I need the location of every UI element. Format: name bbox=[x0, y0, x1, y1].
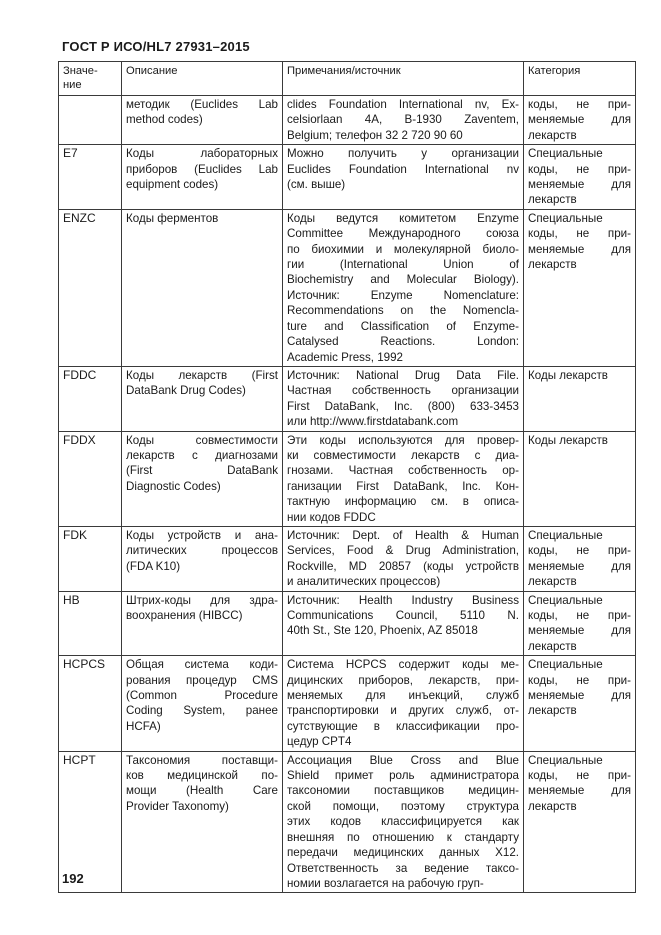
code-value-cell: FDK bbox=[59, 526, 122, 591]
cell-text-line: этих кодов классифицируется как bbox=[287, 815, 519, 829]
cell-text-line: Diagnostic Codes) bbox=[126, 479, 221, 493]
cell-text-line: коды, не при- bbox=[528, 227, 631, 241]
cell-text-line: нии кодов FDDC bbox=[287, 510, 376, 524]
cell-text-line: таксономии поставщиков медицин- bbox=[287, 784, 519, 798]
cell-text-line: Специальные bbox=[528, 147, 603, 161]
code-value-cell: HCPT bbox=[59, 751, 122, 893]
cell-text-line: лекарств bbox=[528, 128, 577, 142]
cell-text-line: HCFA) bbox=[126, 719, 161, 733]
cell-text-line: Committee Международного союза bbox=[287, 227, 519, 241]
code-value-cell: ENZC bbox=[59, 209, 122, 366]
column-header-line: Примечания/источник bbox=[287, 65, 401, 77]
cell-text-line: Эти коды используются для провер- bbox=[287, 433, 519, 447]
cell-text-line: и аналитических процессов) bbox=[287, 575, 441, 589]
code-value-cell bbox=[59, 96, 122, 145]
notes-source-cell bbox=[283, 751, 524, 893]
notes-source-cell bbox=[283, 591, 524, 656]
cell-text-line: лекарств bbox=[528, 704, 577, 718]
cell-text-line: меняемые для bbox=[528, 559, 631, 573]
cell-text-line: DataBank Drug Codes) bbox=[126, 384, 246, 398]
cell-text-line: Coding System, ранее bbox=[126, 704, 278, 718]
cell-text-line: Источник: Health Industry Business bbox=[287, 593, 519, 607]
description-cell bbox=[122, 591, 283, 656]
table-row bbox=[59, 96, 636, 145]
cell-text-line: лекарств bbox=[528, 575, 577, 589]
cell-text-line: цедур CPT4 bbox=[287, 735, 352, 749]
code-value-cell: FDDX bbox=[59, 431, 122, 526]
cell-text-line: clides Foundation International nv, Ex- bbox=[287, 98, 519, 111]
cell-text-line: Belgium; телефон 32 2 720 90 60 bbox=[287, 128, 463, 142]
cell-text-line: Коды ферментов bbox=[126, 211, 219, 225]
cell-text-line: (Common Procedure bbox=[126, 689, 278, 703]
description-cell bbox=[122, 656, 283, 751]
cell-text-line: 40th St., Ste 120, Phoenix, AZ 85018 bbox=[287, 624, 478, 638]
cell-text-line: коды, не при- bbox=[528, 98, 631, 111]
cell-text-line: Коды ведутся комитетом Enzyme bbox=[287, 211, 519, 225]
notes-source-cell bbox=[283, 209, 524, 366]
code-value-cell: FDDC bbox=[59, 366, 122, 431]
description-cell bbox=[122, 751, 283, 893]
code-value-cell: HCPCS bbox=[59, 656, 122, 751]
cell-text-line: коды, не при- bbox=[528, 769, 631, 783]
cell-text-line: Специальные bbox=[528, 211, 603, 225]
cell-text-line: Можно получить у организации bbox=[287, 147, 519, 161]
category-cell bbox=[524, 751, 636, 893]
column-header-line: Описание bbox=[126, 65, 178, 77]
table-header-row bbox=[59, 62, 636, 96]
cell-text-line: Rockville, MD 20857 (коды устройств bbox=[287, 559, 519, 573]
notes-source-cell bbox=[283, 145, 524, 210]
cell-text-line: Источник: Enzyme Nomenclature: bbox=[287, 288, 519, 302]
notes-source-cell bbox=[283, 431, 524, 526]
table-row bbox=[59, 431, 636, 526]
cell-text-line: (см. выше) bbox=[287, 178, 346, 192]
cell-text-line: ture and Classification of Enzyme- bbox=[287, 319, 519, 333]
cell-text-line: equipment codes) bbox=[126, 178, 219, 192]
category-cell bbox=[524, 656, 636, 751]
cell-text-line: коды, не при- bbox=[528, 673, 631, 687]
table-row bbox=[59, 209, 636, 366]
cell-text-line: Academic Press, 1992 bbox=[287, 350, 403, 364]
description-cell bbox=[122, 431, 283, 526]
description-cell bbox=[122, 96, 283, 145]
description-cell bbox=[122, 209, 283, 366]
cell-text-line: коды, не при- bbox=[528, 162, 631, 176]
cell-text-line: Services, Food & Drug Administration, bbox=[287, 544, 519, 558]
cell-text-line: (First DataBank bbox=[126, 464, 278, 478]
table-row bbox=[59, 145, 636, 210]
cell-text-line: Общая система коди- bbox=[126, 658, 278, 672]
cell-text-line: Коды лабораторных bbox=[126, 147, 278, 161]
page-number: 192 bbox=[62, 871, 84, 886]
cell-text-line: Provider Taxonomy) bbox=[126, 799, 229, 813]
cell-text-line: (FDA K10) bbox=[126, 559, 181, 573]
column-header-description bbox=[122, 62, 283, 96]
cell-text-line: Специальные bbox=[528, 593, 603, 607]
description-cell bbox=[122, 145, 283, 210]
cell-text-line: celsiorlaan 4A, B-1930 Zaventem, bbox=[287, 113, 519, 127]
cell-text-line: сутствующие в классификации про- bbox=[287, 719, 519, 733]
cell-text-line: коды, не при- bbox=[528, 609, 631, 622]
cell-text-line: Штрих-коды для здра- bbox=[126, 593, 278, 607]
cell-text-line: лекарств bbox=[528, 799, 577, 813]
cell-text-line: внешняя по отношению к стандарту bbox=[287, 830, 519, 844]
cell-text-line: лекарств bbox=[528, 193, 577, 207]
description-cell bbox=[122, 526, 283, 591]
cell-text-line: First DataBank, Inc. (800) 633-3453 bbox=[287, 399, 519, 413]
cell-text-line: Ассоциация Blue Cross and Blue bbox=[287, 753, 519, 767]
cell-text-line: Shield примет роль администратора bbox=[287, 769, 519, 783]
cell-text-line: меняемых для инъекций, служб bbox=[287, 689, 519, 703]
cell-text-line: Euclides Foundation International nv bbox=[287, 162, 519, 176]
cell-text-line: Коды лекарств bbox=[528, 433, 608, 447]
column-header-line: Категория bbox=[528, 65, 581, 77]
document-header: ГОСТ Р ИСО/HL7 27931–2015 bbox=[62, 39, 250, 54]
cell-text-line: Biochemistry and Molecular Biology). bbox=[287, 273, 519, 287]
cell-text-line: Источник: National Drug Data File. bbox=[287, 368, 519, 382]
column-header-notes bbox=[283, 62, 524, 96]
code-value-cell: HB bbox=[59, 591, 122, 656]
category-cell bbox=[524, 366, 636, 431]
cell-text-line: лекарств с диагнозами bbox=[126, 448, 278, 462]
notes-source-cell bbox=[283, 366, 524, 431]
cell-text-line: Таксономия поставщи- bbox=[126, 753, 278, 767]
cell-text-line: гии (International Union of bbox=[287, 258, 519, 272]
notes-source-cell bbox=[283, 656, 524, 751]
column-header-line: ние bbox=[63, 79, 82, 91]
cell-text-line: дицинских приборов, лекарств, при- bbox=[287, 673, 519, 687]
cell-text-line: ков медицинской по- bbox=[126, 769, 278, 783]
table-row bbox=[59, 656, 636, 751]
category-cell bbox=[524, 145, 636, 210]
cell-text-line: Частная собственность организации bbox=[287, 384, 519, 398]
table-row bbox=[59, 366, 636, 431]
column-header-value bbox=[59, 62, 122, 96]
cell-text-line: Специальные bbox=[528, 528, 603, 542]
cell-text-line: лекарств bbox=[528, 258, 577, 272]
cell-text-line: Коды лекарств bbox=[528, 368, 608, 382]
cell-text-line: Коды устройств и ана- bbox=[126, 528, 278, 542]
category-cell bbox=[524, 209, 636, 366]
column-header-category bbox=[524, 62, 636, 96]
cell-text-line: меняемые для bbox=[528, 178, 631, 192]
category-cell bbox=[524, 526, 636, 591]
cell-text-line: номии возлагается на рабочую груп- bbox=[287, 876, 484, 890]
description-cell bbox=[122, 366, 283, 431]
cell-text-line: ганизации First DataBank, Inc. Кон- bbox=[287, 479, 519, 493]
code-value-cell: E7 bbox=[59, 145, 122, 210]
cell-text-line: method codes) bbox=[126, 113, 203, 127]
cell-text-line: Специальные bbox=[528, 658, 603, 672]
cell-text-line: Ответственность за ведение таксо- bbox=[287, 861, 519, 875]
cell-text-line: Коды лекарств (First bbox=[126, 368, 278, 382]
cell-text-line: тактную информацию см. в описа- bbox=[287, 495, 519, 509]
cell-text-line: рования процедур CMS bbox=[126, 673, 278, 687]
category-cell bbox=[524, 431, 636, 526]
cell-text-line: литических процессов bbox=[126, 544, 278, 558]
column-header-line: Значе- bbox=[63, 65, 98, 77]
cell-text-line: ской помощи, поэтому структура bbox=[287, 799, 519, 813]
cell-text-line: Catalysed Reactions. London: bbox=[287, 335, 519, 349]
cell-text-line: передачи медицинских данных X12. bbox=[287, 846, 519, 860]
table-body bbox=[59, 96, 636, 893]
table-row bbox=[59, 526, 636, 591]
cell-text-line: мощи (Health Care bbox=[126, 784, 278, 798]
cell-text-line: транспортировки и других служб, от- bbox=[287, 704, 519, 718]
cell-text-line: воохранения (HIBCC) bbox=[126, 609, 243, 622]
cell-text-line: меняемые для bbox=[528, 242, 631, 256]
cell-text-line: ки совместимости лекарств с диа- bbox=[287, 448, 519, 462]
cell-text-line: Система HCPCS содержит коды ме- bbox=[287, 658, 519, 672]
category-cell bbox=[524, 96, 636, 145]
cell-text-line: по биохимии и молекулярной биоло- bbox=[287, 242, 519, 256]
cell-text-line: приборов (Euclides Lab bbox=[126, 162, 278, 176]
cell-text-line: меняемые для bbox=[528, 784, 631, 798]
cell-text-line: гнозами. Частная собственность ор- bbox=[287, 464, 519, 478]
cell-text-line: лекарств bbox=[528, 639, 577, 653]
category-cell bbox=[524, 591, 636, 656]
cell-text-line: Специальные bbox=[528, 753, 603, 767]
cell-text-line: методик (Euclides Lab bbox=[126, 98, 278, 111]
cell-text-line: коды, не при- bbox=[528, 544, 631, 558]
cell-text-line: Источник: Dept. of Health & Human bbox=[287, 528, 519, 542]
code-system-table bbox=[58, 61, 636, 893]
table-row bbox=[59, 751, 636, 893]
cell-text-line: или http://www.firstdatabank.com bbox=[287, 415, 459, 429]
cell-text-line: меняемые для bbox=[528, 113, 631, 127]
cell-text-line: Communications Council, 5110 N. bbox=[287, 609, 519, 622]
cell-text-line: меняемые для bbox=[528, 624, 631, 638]
cell-text-line: Коды совместимости bbox=[126, 433, 278, 447]
notes-source-cell bbox=[283, 96, 524, 145]
table-row bbox=[59, 591, 636, 656]
cell-text-line: Recommendations on the Nomencla- bbox=[287, 304, 519, 318]
cell-text-line: меняемые для bbox=[528, 689, 631, 703]
notes-source-cell bbox=[283, 526, 524, 591]
